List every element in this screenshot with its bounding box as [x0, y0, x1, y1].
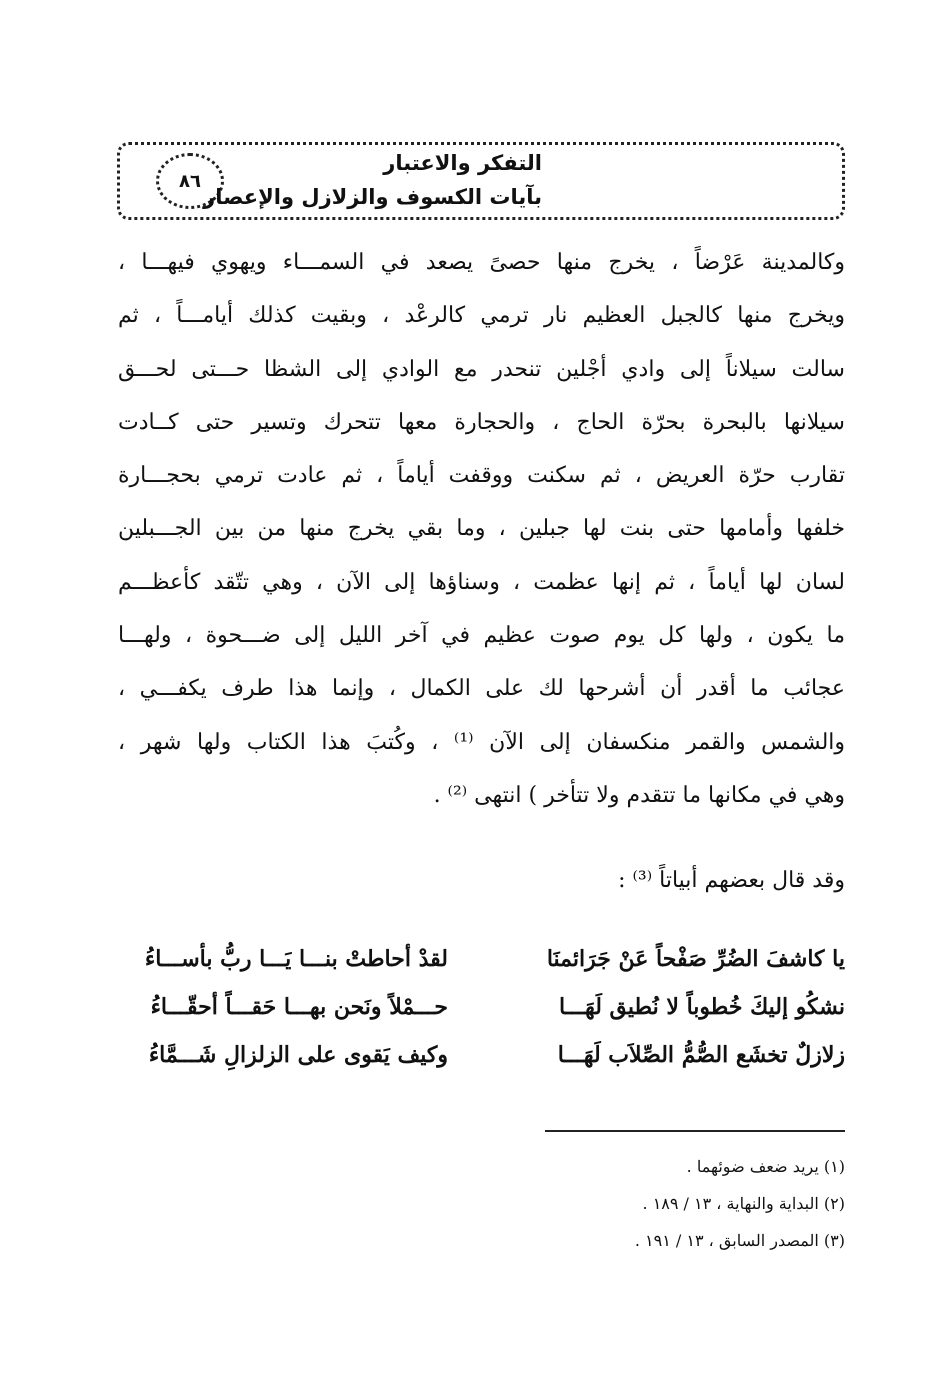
body-line: ويخرج منها كالجبل العظيم نار ترمي كالرعْد ، وبقيت كذلك أيامـــاً ، ثم: [118, 303, 845, 329]
footnote: (٣) المصدر السابق ، ١٣ / ١٩١ .: [634, 1231, 845, 1250]
verse-second-hemistich: حـــمْلاً ونَحن بهـــا حَقـــاً أحقّـــاءُ: [150, 994, 448, 1020]
verse: [118, 983, 845, 1031]
body-line: لسان لها أياماً ، ثم إنها عظمت ، وسناؤها إلى الآن ، وهي تتّقد كأعظـــم: [118, 569, 845, 595]
page-header: [117, 142, 845, 220]
verse-first-hemistich: زلازلٌ تخشَع الصُّمُّ الصِّلاَب لَهَـــا: [557, 1042, 845, 1068]
page-number: ٨٦: [156, 153, 224, 209]
footnote-divider: [545, 1130, 845, 1132]
footnote: (٢) البداية والنهاية ، ١٣ / ١٨٩ .: [642, 1194, 845, 1213]
poem-intro: وقد قال بعضهم أبياتاً ⁽³⁾ :: [618, 868, 845, 893]
body-line: ما يكون ، ولها كل يوم صوت عظيم في آخر الليل إلى ضـــحوة ، ولهـــا: [118, 623, 845, 649]
footnote: (١) يريد ضعف ضوئهما .: [686, 1157, 845, 1176]
verse: [118, 1031, 845, 1079]
body-line: والشمس والقمر منكسفان إلى الآن ⁽¹⁾ ، وكُتبَ هذا الكتاب ولها شهر ،: [118, 729, 845, 755]
header-title: التفكر والاعتبار: [383, 151, 542, 175]
body-paragraph: [118, 236, 845, 822]
body-line: خلفها وأمامها حتى بنت لها جبلين ، وما بقي يخرج منها من بين الجـــبلين: [118, 516, 845, 542]
body-line: وهي في مكانها ما تتقدم ولا تتأخر ) انتهى ⁽²⁾ .: [433, 782, 845, 808]
verse-second-hemistich: وكيف يَقوى على الزلزالِ شَـــمَّاءُ: [148, 1042, 448, 1068]
header-subtitle: بآيات الكسوف والزلازل والإعصار: [203, 185, 542, 209]
verse-first-hemistich: نشكُو إليكَ خُطوباً لا نُطيق لَهَـــا: [559, 994, 845, 1020]
body-line: وكالمدينة عَرْضاً ، يخرج منها حصىً يصعد في السمـــاء ويهوي فيهـــا ،: [118, 250, 845, 275]
footnotes: [345, 1148, 845, 1259]
body-line: تقارب حرّة العريض ، ثم سكنت ووقفت أياماً ، ثم عادت ترمي بحجـــارة: [118, 463, 845, 489]
body-line: عجائب ما أقدر أن أشرحها لك على الكمال ، وإنما هذا طرف يكفـــي ،: [118, 676, 845, 702]
body-line: سالت سيلاناً إلى وادي أجْلين تنحدر مع الوادي إلى الشظا حـــتى لحـــق: [118, 356, 845, 382]
verse-first-hemistich: يا كاشفَ الضُرِّ صَفْحاً عَنْ جَرَائمنَا: [546, 946, 845, 972]
body-line: سيلانها بالبحرة بحرّة الحاج ، والحجارة معها تتحرك وتسير حتى كــادت: [118, 409, 845, 435]
verse: [118, 935, 845, 983]
poem: [118, 935, 845, 1079]
verse-second-hemistich: لقدْ أحاطتْ بنـــا يَـــا ربُّ بأســـاءُ: [144, 946, 448, 972]
